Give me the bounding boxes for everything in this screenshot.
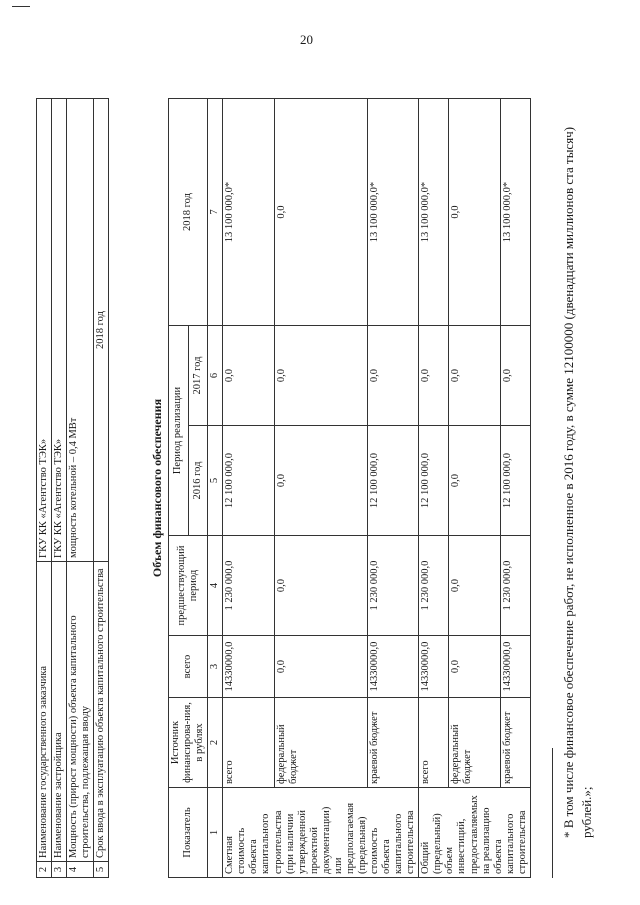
value-cell-total: 14330000,0 <box>419 636 448 698</box>
info-row-value: ГКУ КК «Агентство ТЭК» <box>37 99 52 562</box>
info-row-number: 3 <box>52 862 67 878</box>
value-cell-y2017: 0,0 <box>501 326 530 426</box>
section-title: Объем финансового обеспечения <box>150 398 164 578</box>
column-number: 6 <box>208 326 223 426</box>
value-cell-y2017: 0,0 <box>274 326 367 426</box>
source-cell: краевой бюджет <box>501 698 530 788</box>
financing-table <box>168 98 531 878</box>
header-2018: 2018 год <box>169 99 208 326</box>
value-cell-previous: 0,0 <box>448 536 501 636</box>
page-number: 20 <box>300 32 313 47</box>
table-row <box>223 99 275 878</box>
source-cell: всего <box>223 698 275 788</box>
table-row <box>419 99 448 878</box>
value-cell-total: 0,0 <box>274 636 367 698</box>
info-row-label: Наименование государственного заказчика <box>37 562 52 862</box>
info-row-value: 2018 год <box>94 99 109 562</box>
footnote: * В том числе финансовое обеспечение работ, не исполненное в 2016 году, в сумме 12100000 (двенадцати миллионов ста тысяч) рублей.»; <box>561 126 594 838</box>
value-cell-y2018: 0,0 <box>448 99 501 326</box>
rotated-page-content <box>32 98 632 878</box>
header-source: Источник финансирова-ния, в рублях <box>169 698 208 788</box>
value-cell-total: 14330000,0 <box>367 636 419 698</box>
column-number: 3 <box>208 636 223 698</box>
value-cell-y2016: 12 100 000,0 <box>367 426 419 536</box>
info-row-value: ГКУ КК «Агентство ТЭК» <box>52 99 67 562</box>
object-info-table <box>36 98 109 878</box>
info-row <box>37 99 52 878</box>
info-row-label: Мощность (прирост мощности) объекта капитального строительства, подлежащая вводу <box>67 562 94 862</box>
value-cell-total: 14330000,0 <box>501 636 530 698</box>
value-cell-y2018: 13 100 000,0* <box>419 99 448 326</box>
header-2017: 2017 год <box>188 326 208 426</box>
table-row <box>448 99 501 878</box>
column-number: 4 <box>208 536 223 636</box>
info-row-label: Наименование застройщика <box>52 562 67 862</box>
value-cell-previous: 1 230 000,0 <box>223 536 275 636</box>
column-number: 5 <box>208 426 223 536</box>
source-cell: всего <box>419 698 448 788</box>
value-cell-total: 0,0 <box>448 636 501 698</box>
value-cell-y2018: 13 100 000,0* <box>223 99 275 326</box>
value-cell-y2018: 13 100 000,0* <box>501 99 530 326</box>
header-previous-period: предшествующий период <box>169 536 208 636</box>
value-cell-previous: 0,0 <box>274 536 367 636</box>
source-cell: краевой бюджет <box>367 698 419 788</box>
header-implementation-period: Период реализации <box>169 326 189 536</box>
info-row <box>67 99 94 878</box>
column-number: 2 <box>208 698 223 788</box>
header-total: всего <box>169 636 208 698</box>
value-cell-previous: 1 230 000,0 <box>419 536 448 636</box>
value-cell-y2016: 12 100 000,0 <box>501 426 530 536</box>
info-row-label: Срок ввода в эксплуатацию объекта капитального строительства <box>94 562 109 862</box>
value-cell-y2016: 12 100 000,0 <box>223 426 275 536</box>
indicator-cell: Общий (предельный) объем инвестиций, предоставляемых на реализацию объекта капитального строительства <box>419 788 531 878</box>
source-cell: федеральный бюджет <box>448 698 501 788</box>
value-cell-y2016: 0,0 <box>448 426 501 536</box>
value-cell-y2018: 13 100 000,0* <box>367 99 419 326</box>
source-cell: федеральный бюджет <box>274 698 367 788</box>
info-row-number: 4 <box>67 862 94 878</box>
value-cell-y2018: 0,0 <box>274 99 367 326</box>
header-2016: 2016 год <box>188 426 208 536</box>
value-cell-y2017: 0,0 <box>367 326 419 426</box>
column-number: 7 <box>208 99 223 326</box>
column-number-row <box>208 99 223 878</box>
table-row <box>274 99 367 878</box>
indicator-cell: Сметная стоимость объекта капитального строительства (при наличии утвержденной проектной документации) или предполагаемая (предельная) стоимость объекта капитального строительства <box>223 788 419 878</box>
value-cell-y2017: 0,0 <box>419 326 448 426</box>
value-cell-previous: 1 230 000,0 <box>501 536 530 636</box>
value-cell-y2017: 0,0 <box>448 326 501 426</box>
info-row <box>52 99 67 878</box>
value-cell-y2016: 12 100 000,0 <box>419 426 448 536</box>
info-row-number: 5 <box>94 862 109 878</box>
info-row-value: мощность котельной – 0,4 МВт <box>67 99 94 562</box>
value-cell-y2016: 0,0 <box>274 426 367 536</box>
table-row <box>501 99 530 878</box>
table-row <box>367 99 419 878</box>
info-row <box>94 99 109 878</box>
value-cell-previous: 1 230 000,0 <box>367 536 419 636</box>
corner-mark <box>12 6 30 7</box>
info-row-number: 2 <box>37 862 52 878</box>
footnote-separator <box>552 748 553 878</box>
header-indicator: Показатель <box>169 788 208 878</box>
value-cell-y2017: 0,0 <box>223 326 275 426</box>
column-number: 1 <box>208 788 223 878</box>
value-cell-total: 14330000,0 <box>223 636 275 698</box>
